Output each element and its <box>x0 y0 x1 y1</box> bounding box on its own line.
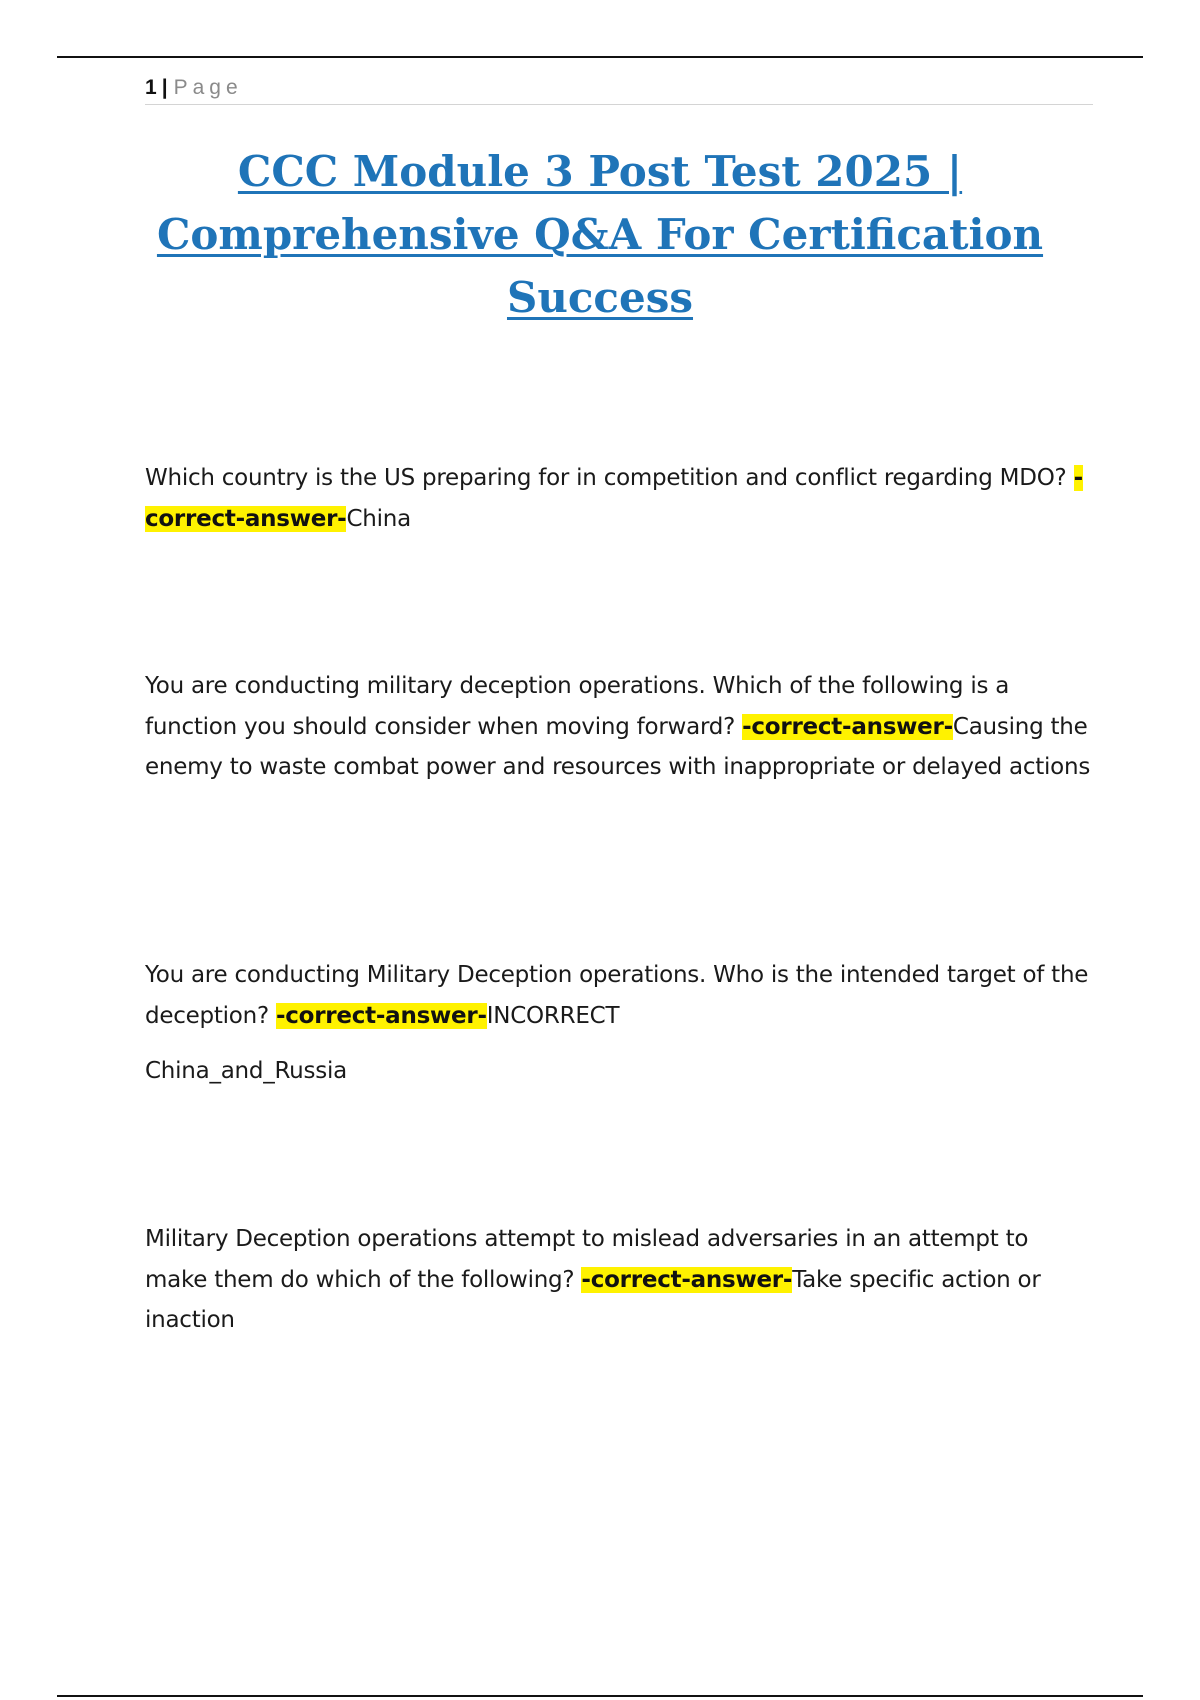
page-header <box>145 72 1093 105</box>
page-label: Page <box>173 76 243 99</box>
question-text: You are conducting military deception operations. Which of the following is a function you should consider when moving forward? <box>145 673 1010 740</box>
page-separator: | <box>161 76 168 99</box>
qa-item <box>145 955 1095 1036</box>
correct-answer-marker: -correct-answer- <box>742 713 953 740</box>
answer-text: INCORRECT <box>486 1002 620 1029</box>
question-text: Military Deception operations attempt to mislead adversaries in an attempt to make them do which of the following? <box>145 1226 1029 1293</box>
bottom-rule <box>57 1695 1143 1697</box>
title-line-2: Comprehensive Q&A For Certification <box>156 210 1044 259</box>
top-rule <box>57 56 1143 58</box>
question-text: You are conducting Military Deception operations. Who is the intended target of the deception? <box>145 962 1089 1029</box>
correct-answer-marker: -correct-answer- <box>145 465 1083 532</box>
answer-text: Take specific action or inaction <box>145 1266 1041 1333</box>
qa-item <box>145 458 1095 539</box>
qa-item <box>145 1219 1095 1341</box>
correct-answer-marker: -correct-answer- <box>581 1266 793 1293</box>
qa-item <box>145 666 1095 788</box>
title-line-1: CCC Module 3 Post Test 2025 | <box>237 147 963 196</box>
page-number: 1 <box>145 76 157 99</box>
answer-continuation: China_and_Russia <box>145 1058 347 1084</box>
answer-text: Causing the enemy to waste combat power and resources with inappropriate or delayed actions <box>145 713 1091 780</box>
question-text: Which country is the US preparing for in competition and conflict regarding MDO? <box>145 465 1067 491</box>
document-title <box>100 140 1100 329</box>
answer-text: China <box>346 505 411 532</box>
correct-answer-marker: -correct-answer- <box>275 1002 487 1029</box>
title-line-3: Success <box>506 273 694 322</box>
